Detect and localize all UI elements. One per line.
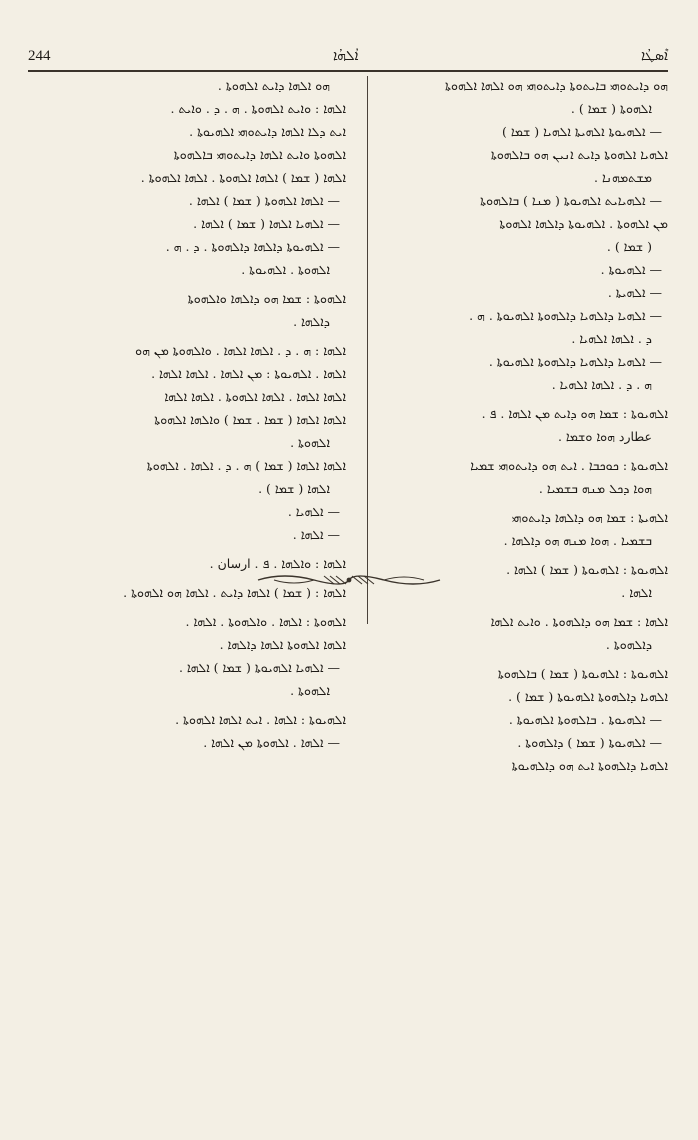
- entry-line: ܕܐܠܗܐ .: [293, 314, 330, 329]
- entry-line: — ܐܠܗܝܐ ܕܐܠܗܝܐ ܕܐܠܗܘܬܐ ܐܠܗܝܘܬܐ . ܗ .: [469, 308, 662, 323]
- entry-line: ܐܠܗܐ ܐܠܗܐ ( ܫܡܐ ) ܗ . ܕ . ܐܠܗܐ . ܐܠܗܘܬܐ: [146, 458, 346, 473]
- headword-entry: ܐܠܗܐ : ܘܐܝܬ ܐܠܗܘܬܐ . ܗ . ܕ . ܘܐܝܬ .: [170, 101, 346, 116]
- headword-entry: ܐܠܗܝܘܬܐ : ܐܠܗܝܘܬܐ ( ܫܡܐ ) ܒܐܠܗܘܬܐ: [497, 666, 668, 681]
- entry-line: ܒܫܡܝܐ . ܗܘܐ ܡܢܗ ܗܘ ܕܐܠܗܐ .: [503, 533, 652, 548]
- entry-line: — ܐܠܗܝܘܬܐ ܐܠܗܝܬܐ ܐܠܗܝܐ ( ܫܡܐ ): [501, 124, 662, 139]
- entry-line: ܐܠܗܘܬܐ .: [290, 435, 330, 450]
- entry-line: ܡܫܬܡܗܢܐ .: [594, 170, 652, 185]
- entry-line: ܐܠܗܐ . ܐܠܗܝܘܬܐ : ܡܢ ܐܠܗܐ . ܐܠܗܐ ܐܠܗܐ .: [151, 366, 346, 381]
- entry-line: ܐܝܬ ܕܠܐ ܐܠܗܐ ܕܐܝܬܘܗܝ ܐܠܗܝܘܬܐ .: [189, 124, 346, 139]
- entry-line: ܐܠܗܘܬܐ ( ܫܡܐ ) .: [570, 101, 652, 116]
- entry-line: ܐܠܗܐ ( ܫܡܐ ) .: [258, 481, 330, 496]
- entry-line: — ܐܠܗܝܐܝܬ ܐܠܗܝܘܬܐ ( ܡܢܐ ) ܒܐܠܗܘܬܐ: [480, 193, 662, 208]
- entry-line: ܐܠܗܘܬܐ .: [290, 683, 330, 698]
- entry-line: — ܐܠܗܝܘܬܐ .: [600, 262, 662, 277]
- entry-line: — ܐܠܗܐ ܐܠܗܘܬܐ ( ܫܡܐ ) ܐܠܗܐ .: [188, 193, 340, 208]
- entry-line: ܐܠܗܐ ܐܠܗܐ . ܐܠܗܐ ܐܠܗܘܬܐ . ܐܠܗܐ ܐܠܗܐ: [164, 389, 346, 404]
- entry-line: ܐܠܗܝܐ ܕܐܠܗܘܬܐ ܐܠܗܝܘܬܐ ( ܫܡܐ ) .: [508, 689, 668, 704]
- catchword: ܐܶܣܛܳܐ: [640, 48, 668, 64]
- headword-entry: ܐܠܗܐ : ( ܫܡܐ ) ܐܠܗܐ ܕܐܝܬ . ܐܠܗܐ ܗܘ ܐܠܗܘܬܐ .: [123, 585, 346, 600]
- entry-line: ܐܠܗܐ .: [621, 585, 652, 600]
- header-rule: [28, 70, 668, 72]
- headword-entry: ܐܠܗܘܬܐ : ܫܡܐ ܗܘ ܕܐܠܗܐ ܘܐܠܗܘܬܐ: [187, 291, 346, 306]
- entry-line: — ܐܠܗܝܘܬܐ ܕܐܠܗܐ ܕܐܠܗܘܬܐ . ܕ . ܗ .: [165, 239, 340, 254]
- ornament-tailpiece: [254, 570, 444, 590]
- entry-line: ܐܠܗܝܐ ܐܠܗܘܬܐ ܕܐܝܬ ܐܢܝܢ ܗܘ ܒܐܠܗܘܬܐ: [490, 147, 668, 162]
- entry-line: ܐܠܗܐ ܐܠܗܐ ( ܫܡܐ . ܫܡܐ ) ܘܐܠܗܐ ܐܠܗܘܬܐ: [154, 412, 346, 427]
- left-column: [32, 74, 346, 754]
- right-column: [354, 74, 668, 777]
- entry-line: — ܐܠܗܝܘܬܐ . ܒܐܠܗܘܬܐ ܐܠܗܝܘܬܐ .: [508, 712, 662, 727]
- text-columns: [28, 74, 668, 773]
- headword-entry: ܐܠܗܝܘܬܐ : ܐܠܗܐ . ܐܝܬ ܐܠܗܐ ܐܠܗܘܬܐ .: [175, 712, 346, 727]
- headword-entry: ܐܠܗܘܬܐ : ܐܠܗܐ . ܘܐܠܗܘܬܐ . ܐܠܗܐ .: [185, 614, 346, 629]
- page-number: 244: [28, 47, 51, 64]
- headword-entry: ܐܠܗܝܘܬܐ : ܟܘܟܒܐ . ܐܝܬ ܗܘ ܕܐܝܬܘܗܝ ܫܡܝܐ: [470, 458, 668, 473]
- entry-line: ܗܘ ܕܐܝܬܘܗܝ ܒܐܝܬܘܬܐ ܕܐܝܬܘܗܝ ܗܘ ܐܠܗܐ ܐܠܗܘܬܐ: [445, 78, 668, 93]
- page-header: [28, 44, 668, 68]
- entry-line: ܗܘ ܐܠܗܐ ܕܐܝܬ ܐܠܗܘܬܐ .: [217, 78, 330, 93]
- running-title: ܐܳܠܗܳܐ: [332, 48, 359, 64]
- entry-line: ܗ . ܕ . ܐܠܗܐ ܐܠܗܝܐ .: [551, 377, 652, 392]
- entry-line: ܕ . ܐܠܗܐ ܐܠܗܝܐ .: [571, 331, 652, 346]
- entry-line: ( ܫܡܐ ) .: [606, 239, 652, 254]
- entry-line: ܡܢ ܐܠܗܘܬܐ . ܐܠܗܝܘܬܐ ܕܐܠܗܐ ܐܠܗܘܬܐ: [499, 216, 668, 231]
- entry-line: — ܐܠܗܝܐ .: [287, 504, 340, 519]
- entry-line: ܐܠܗܘܬܐ ܘܐܝܬ ܐܠܗܐ ܕܐܝܬܘܗܝ ܒܐܠܗܘܬܐ: [173, 147, 346, 162]
- headword-entry: ܐܠܗܐ : ܫܡܐ ܗܘ ܕܐܠܗܘܬܐ . ܘܐܝܬ ܐܠܗܐ: [490, 614, 668, 629]
- headword-entry: ܐܠܗܝܘܬܐ : ܐܠܗܝܘܬܐ ( ܫܡܐ ) ܐܠܗܐ .: [506, 562, 668, 577]
- entry-line: عطارد ܗܘܐ ܘܫܡܐ .: [557, 429, 652, 444]
- entry-line: — ܐܠܗܐ . ܐܠܗܘܬܐ ܡܢ ܐܠܗܐ .: [203, 735, 340, 750]
- headword-entry: ܐܠܗܝܬܐ : ܫܡܐ ܗܘ ܕܐܠܗܐ ܕܐܝܬܘܗܝ: [511, 510, 668, 525]
- entry-line: ܕܐܠܗܘܬܐ .: [605, 637, 652, 652]
- headword-entry: ܐܠܗܝܘܬܐ : ܫܡܐ ܗܘ ܕܐܝܬ ܡܢ ܐܠܗܐ . ܦ .: [481, 406, 668, 421]
- entry-line: — ܐܠܗܐ .: [292, 527, 340, 542]
- headword-entry: ܐܠܗܐ : ܘܐܠܗܐ . ܦ . ارسان .: [209, 556, 346, 571]
- entry-line: ܐܠܗܘܬܐ . ܐܠܗܝܘܬܐ .: [241, 262, 330, 277]
- entry-line: ܐܠܗܐ ( ܫܡܐ ) ܐܠܗܐ ܐܠܗܘܬܐ . ܐܠܗܐ ܐܠܗܘܬܐ .: [140, 170, 346, 185]
- entry-line: ܐܠܗܐ ܐܠܗܘܬܐ ܐܠܗܐ ܕܐܠܗܐ .: [219, 637, 346, 652]
- entry-line: — ܐܠܗܝܘܬܐ ( ܫܡܐ ) ܕܐܠܗܘܬܐ .: [517, 735, 662, 750]
- headword-entry: ܐܠܗܐ : ܗ . ܕ . ܐܠܗܐ ܐܠܗܐ . ܘܐܠܗܘܬܐ ܡܢ ܗܘ: [135, 343, 346, 358]
- entry-line: — ܐܠܗܝܐ ܐܠܗܝܘܬܐ ( ܫܡܐ ) ܐܠܗܐ .: [178, 660, 340, 675]
- column-divider: [367, 76, 368, 624]
- entry-line: — ܐܠܗܝܐ ܐܠܗܐ ( ܫܡܐ ) ܐܠܗܐ .: [193, 216, 340, 231]
- entry-line: — ܐܠܗܝܬܐ .: [607, 285, 662, 300]
- entry-line: — ܐܠܗܝܐ ܕܐܠܗܝܐ ܕܐܠܗܘܬܐ ܐܠܗܝܘܬܐ .: [488, 354, 662, 369]
- entry-line: ܗܘܐ ܕܟܠ ܡܢܗ ܒܫܡܝܐ .: [538, 481, 652, 496]
- entry-line: ܐܠܗܝܐ ܕܐܠܗܘܬܐ ܐܝܬ ܗܘ ܕܐܠܗܝܘܬܐ: [511, 758, 668, 773]
